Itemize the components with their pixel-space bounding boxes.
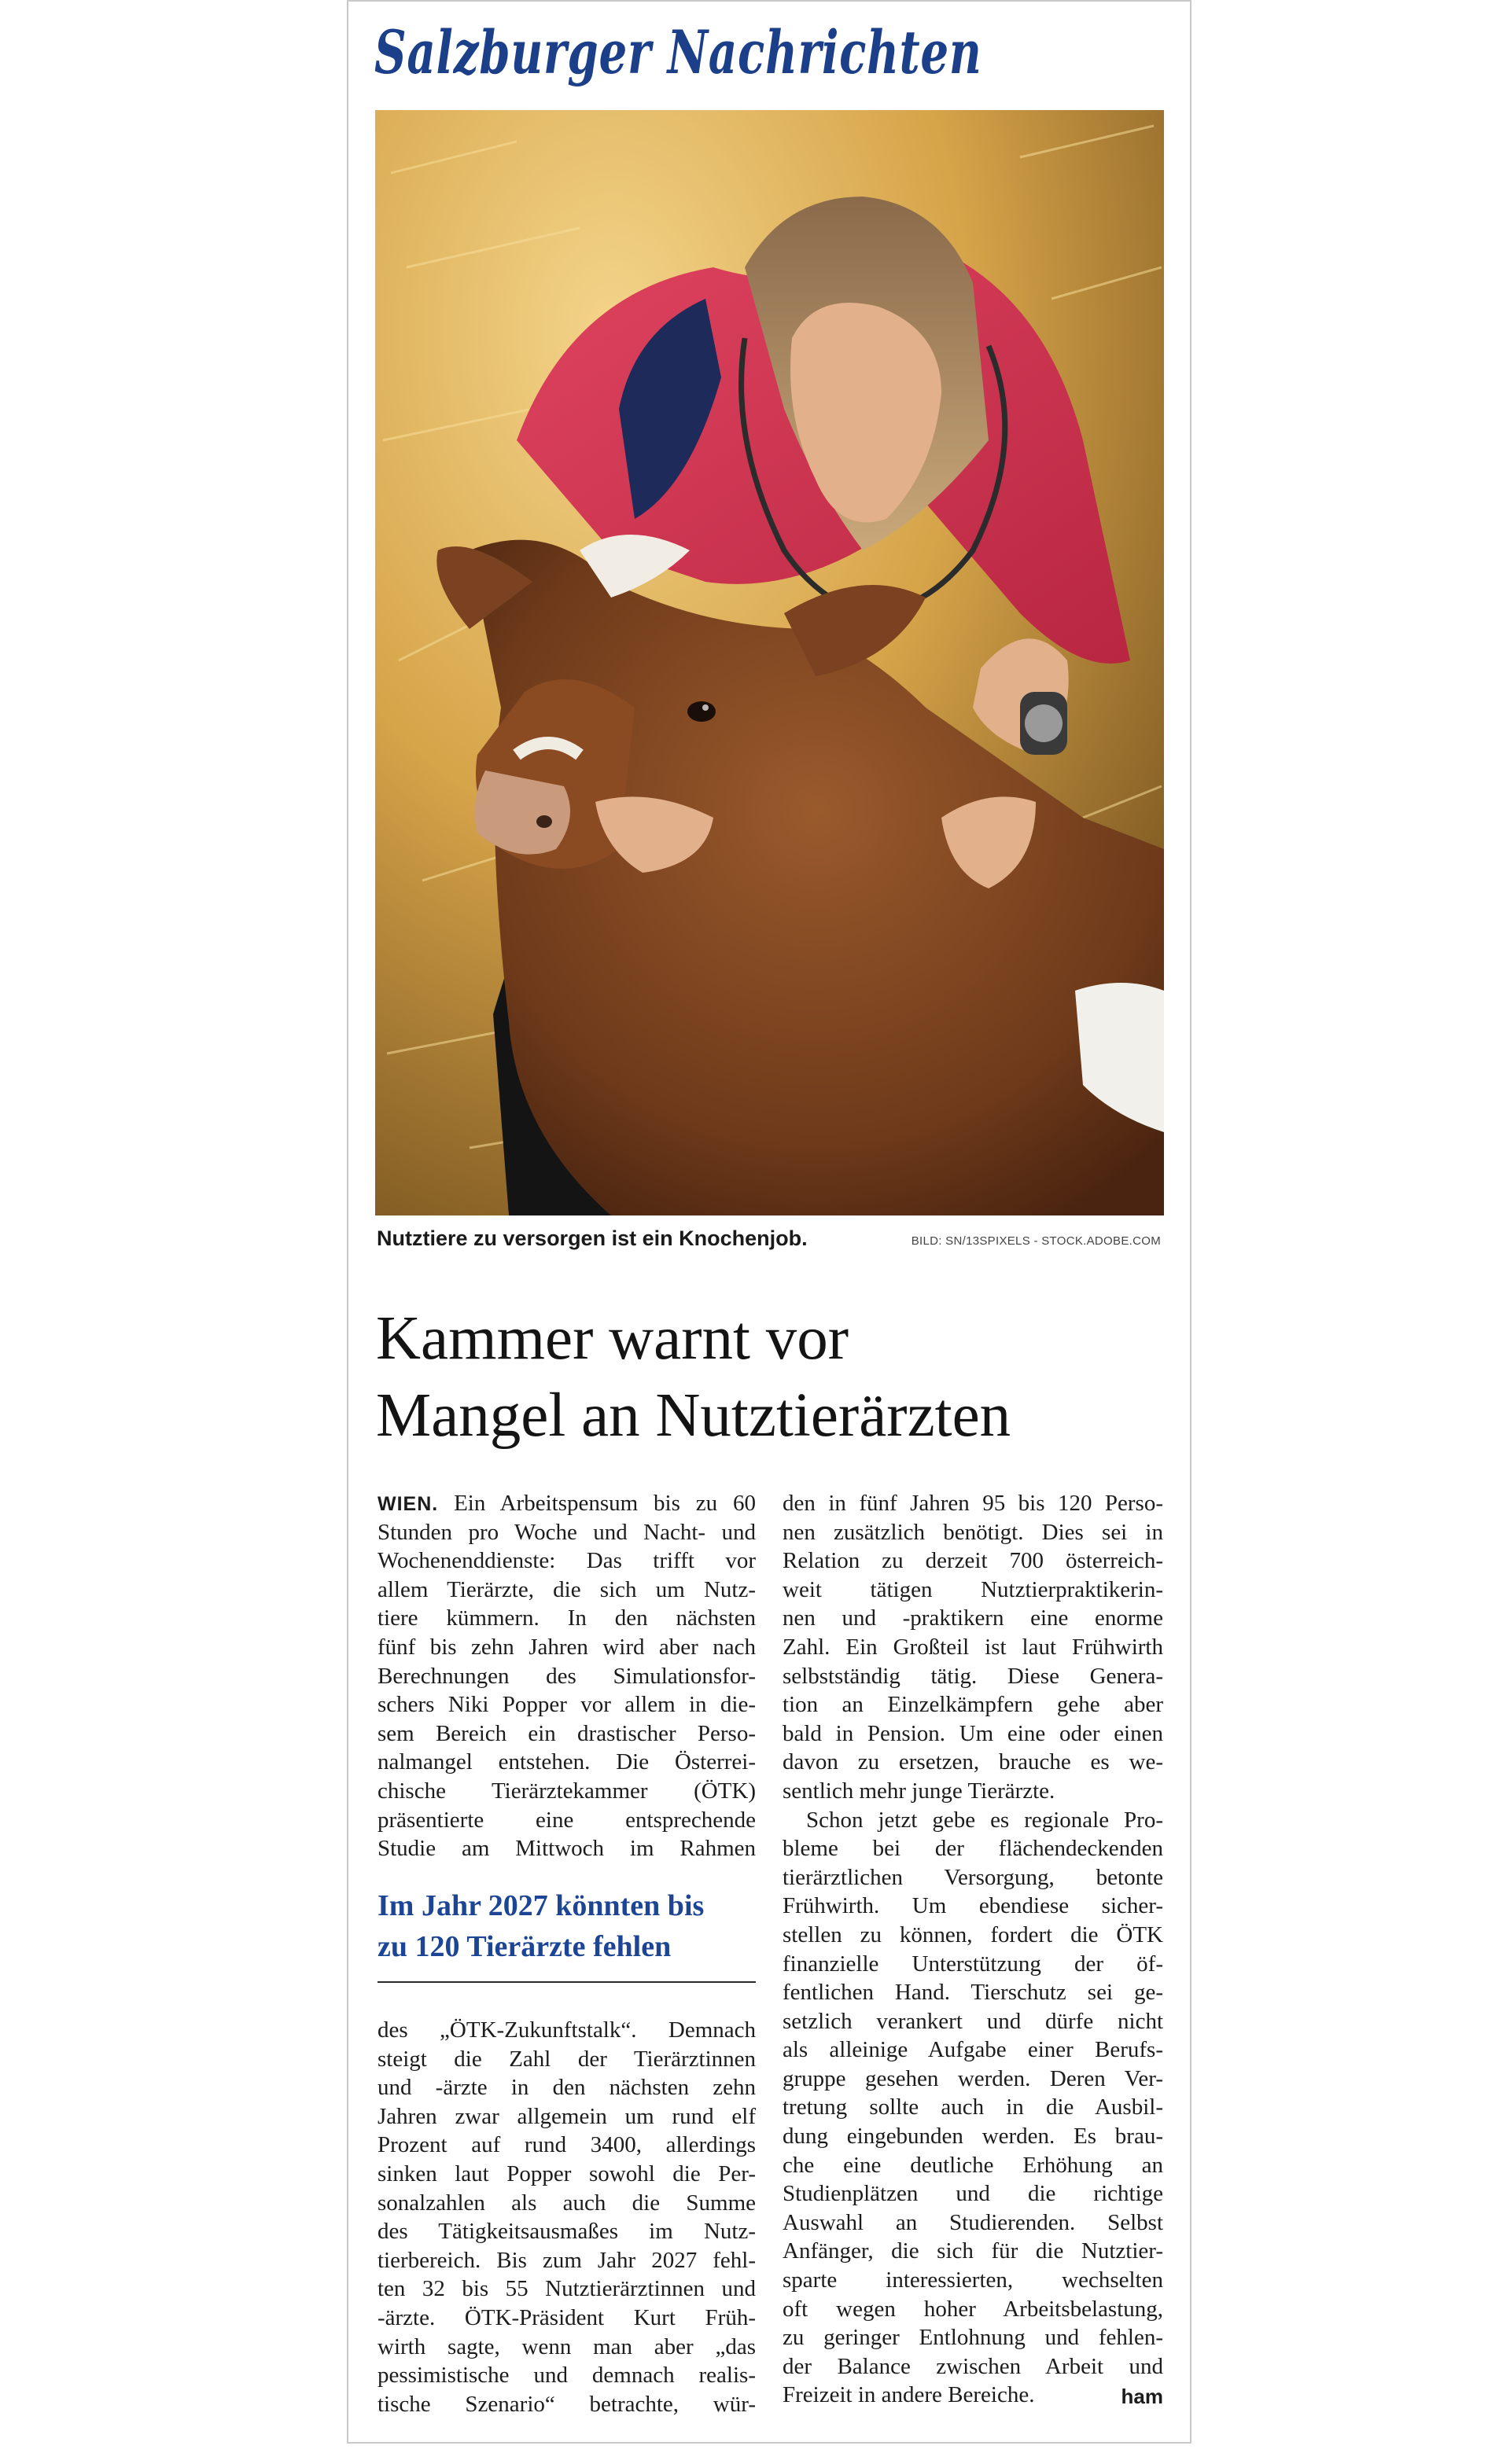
pull-quote-line-2: zu 120 Tierärzte fehlen xyxy=(378,1930,672,1963)
text-line: tierbereich. Bis zum Jahr 2027 fehl- xyxy=(378,2247,756,2273)
text-line: wirth sagte, wenn man aber „das xyxy=(378,2333,756,2359)
text-line: Relation zu derzeit 700 österreich- xyxy=(783,1548,1163,1574)
text-line: fünf bis zehn Jahren wird aber nach xyxy=(378,1634,756,1660)
text-line: dung eingebunden werden. Es brau- xyxy=(783,2124,1163,2150)
text-line: tische Szenario“ betrachte, wür- xyxy=(378,2391,756,2417)
headline-line-1: Kammer warnt vor xyxy=(376,1304,849,1373)
text-line: sinken laut Popper sowohl die Per- xyxy=(378,2161,756,2186)
article-photo xyxy=(375,110,1164,1215)
text-line: bleme bei der flächendeckenden xyxy=(783,1836,1163,1862)
text-line: tretung sollte auch in die Ausbil- xyxy=(783,2094,1163,2120)
text-line: des „ÖTK-Zukunftstalk“. Demnach xyxy=(378,2017,756,2043)
masthead: Salzburger Nachrichten xyxy=(374,17,982,87)
text-line: Auswahl an Studierenden. Selbst xyxy=(783,2209,1163,2235)
text-line: Stunden pro Woche und Nacht- und xyxy=(378,1519,756,1545)
text-line: ten 32 bis 55 Nutztierärztinnen und xyxy=(378,2276,756,2302)
text-line xyxy=(378,1489,756,1518)
text-line: finanzielle Unterstützung der öf- xyxy=(783,1951,1163,1977)
text-line: Wochenenddienste: Das trifft vor xyxy=(378,1548,756,1574)
text-line: Zahl. Ein Großteil ist laut Frühwirth xyxy=(783,1634,1163,1660)
text-line: der Balance zwischen Arbeit und xyxy=(783,2353,1163,2379)
text-line: allem Tierärzte, die sich um Nutz- xyxy=(378,1576,756,1602)
text-line: sparte interessierten, wechselten xyxy=(783,2267,1163,2293)
text-line: bald in Pension. Um eine oder einen xyxy=(783,1720,1163,1746)
text-line: Berechnungen des Simulationsfor- xyxy=(378,1663,756,1689)
text-line: setzlich verankert und dürfe nicht xyxy=(783,2008,1163,2034)
text-line: nen zusätzlich benötigt. Dies sei in xyxy=(783,1519,1163,1545)
text-line: als alleinige Aufgabe einer Berufs- xyxy=(783,2037,1163,2063)
text-line: und -ärzte in den nächsten zehn xyxy=(378,2075,756,2101)
text-line: tion an Einzelkämpfern gehe aber xyxy=(783,1692,1163,1718)
text-line: Studie am Mittwoch im Rahmen xyxy=(378,1836,756,1862)
text-line: pessimistische und demnach realis- xyxy=(378,2363,756,2389)
text-line: oft wegen hoher Arbeitsbelastung, xyxy=(783,2296,1163,2322)
text-line: nen und -praktikern eine enorme xyxy=(783,1605,1163,1631)
text-line-content: Freizeit in andere Bereiche. xyxy=(783,2382,1035,2408)
text-line: Schon jetzt gebe es regionale Pro- xyxy=(806,1807,1163,1833)
text-line xyxy=(783,2381,1163,2410)
text-line: des Tätigkeitsausmaßes im Nutz- xyxy=(378,2219,756,2245)
text-line: sonalzahlen als auch die Summe xyxy=(378,2190,756,2216)
text-line-content: Ein Arbeitspensum bis zu 60 xyxy=(438,1491,756,1516)
text-line: stellen zu können, fordert die ÖTK xyxy=(783,1922,1163,1947)
text-line: Jahren zwar allgemein um rund elf xyxy=(378,2103,756,2129)
dateline: WIEN. xyxy=(378,1493,439,1515)
text-line: steigt die Zahl der Tierärztinnen xyxy=(378,2046,756,2072)
text-line: fentlichen Hand. Tierschutz sei ge- xyxy=(783,1980,1163,2006)
text-line: weit tätigen Nutztierpraktikerin- xyxy=(783,1576,1163,1602)
text-line: tierärztlichen Versorgung, betonte xyxy=(783,1864,1163,1890)
text-line: Studienplätzen und die richtige xyxy=(783,2181,1163,2207)
text-line: che eine deutliche Erhöhung an xyxy=(783,2152,1163,2178)
text-line: gruppe gesehen werden. Deren Ver- xyxy=(783,2065,1163,2091)
headline-line-2: Mangel an Nutztierärzten xyxy=(376,1381,1011,1450)
text-line: sem Bereich ein drastischer Perso- xyxy=(378,1720,756,1746)
text-line: selbstständig tätig. Diese Genera- xyxy=(783,1663,1163,1689)
text-line: chische Tierärztekammer (ÖTK) xyxy=(378,1778,756,1804)
text-line: nalmangel entstehen. Die Österrei- xyxy=(378,1749,756,1775)
text-line: sentlich mehr junge Tierärzte. xyxy=(783,1778,1055,1804)
headline xyxy=(376,1300,1162,1454)
text-line: -ärzte. ÖTK-Präsident Kurt Früh- xyxy=(378,2304,756,2330)
text-line: Anfänger, die sich für die Nutztier- xyxy=(783,2238,1163,2264)
pull-quote-line-1: Im Jahr 2027 könnten bis xyxy=(378,1889,705,1922)
author-initials: ham xyxy=(1121,2385,1163,2409)
text-line: präsentierte eine entsprechende xyxy=(378,1807,756,1833)
text-line: den in fünf Jahren 95 bis 120 Perso- xyxy=(783,1491,1163,1516)
text-line: Prozent auf rund 3400, allerdings xyxy=(378,2132,756,2158)
article-column-1-bottom xyxy=(378,2016,756,2418)
text-line: zu geringer Entlohnung und fehlen- xyxy=(783,2325,1163,2351)
text-line: tiere kümmern. In den nächsten xyxy=(378,1605,756,1631)
text-line: davon zu ersetzen, brauche es we- xyxy=(783,1749,1163,1775)
pull-quote xyxy=(378,1885,756,1983)
article-column-1-top xyxy=(378,1489,756,1863)
text-line: Frühwirth. Um ebendiese sicher- xyxy=(783,1893,1163,1919)
article-column-2 xyxy=(783,1489,1163,2411)
photo-credit: BILD: SN/13SPIXELS - STOCK.ADOBE.COM xyxy=(911,1234,1161,1248)
text-line: schers Niki Popper vor allem in die- xyxy=(378,1692,756,1718)
photo-caption: Nutztiere zu versorgen ist ein Knochenjob. xyxy=(377,1226,808,1250)
